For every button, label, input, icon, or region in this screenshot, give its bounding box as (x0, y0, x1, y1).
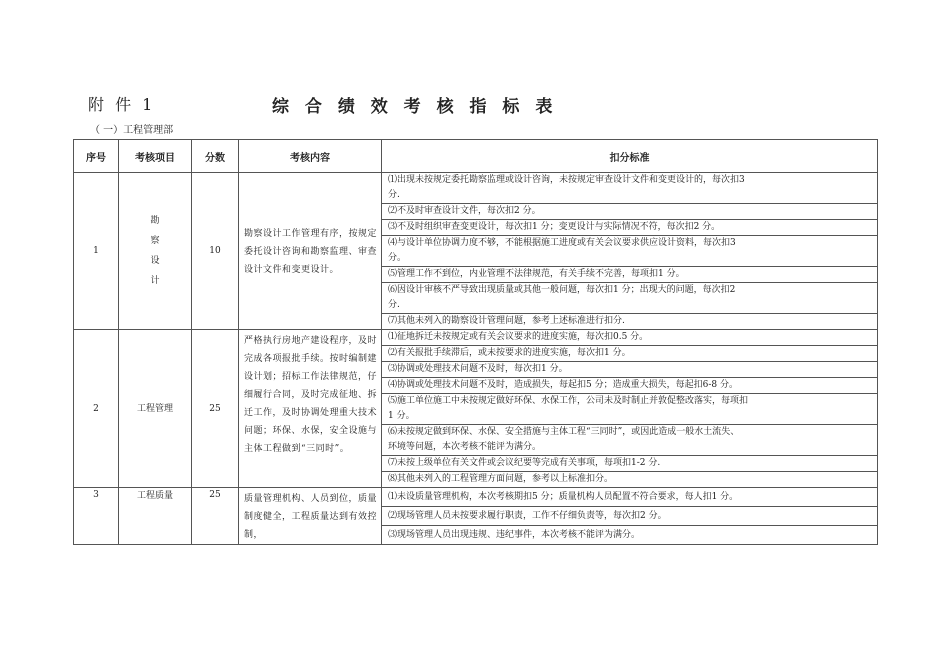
table-row (74, 173, 878, 204)
kpi-table (73, 139, 878, 545)
row-number: 1 (74, 173, 119, 330)
criteria-cell: ⑷与设计单位协调力度不够，不能根据施工进度或有关会议要求供应设计资料，每次扣3 分。 (382, 236, 878, 267)
criteria-cell: ⑵有关报批手续滞后，或未按要求的进度实施，每次扣1 分。 (382, 346, 878, 362)
row-item: 工程管理 (119, 330, 192, 488)
attachment-label: 附 件 1 (88, 95, 156, 114)
row-content: 严格执行房地产建设程序，及时完成各项报批手续。按时编制建设计划；招标工作法律规范，仔细履行合同，及时完成征地、拆迁工作，及时协调处理重大技术问题；环保、水保，安全设施与主体工程做到“三同时”。 (239, 330, 382, 488)
row-score: 10 (192, 173, 239, 330)
table-header-row (74, 140, 878, 173)
criteria-cell: ⑵现场管理人员未按要求履行职责，工作不仔细负责等，每次扣2 分。 (382, 507, 878, 526)
criteria-cell: ⑶协调或处理技术问题不及时，每次扣1 分。 (382, 362, 878, 378)
row-content: 质量管理机构、人员到位，质量制度健全，工程质量达到有效控制， (239, 488, 382, 545)
col-header-criteria: 扣分标准 (382, 140, 878, 173)
row-item: 勘 察 设 计 (119, 173, 192, 330)
table-row (74, 488, 878, 507)
col-header-content: 考核内容 (239, 140, 382, 173)
criteria-cell: ⑹因设计审核不严导致出现质量或其他一般问题，每次扣1 分；出现大的问题，每次扣2 分. (382, 283, 878, 314)
row-content: 勘察设计工作管理有序，按规定委托设计咨询和勘察监理、审查设计文件和变更设计。 (239, 173, 382, 330)
row-item: 工程质量 (119, 488, 192, 545)
criteria-cell: ⑶不及时组织审查变更设计，每次扣1 分；变更设计与实际情况不符，每次扣2 分。 (382, 220, 878, 236)
col-header-score: 分数 (192, 140, 239, 173)
criteria-cell: ⑷协调或处理技术问题不及时，造成损失，每起扣5 分；造成重大损失，每起扣6-8 分。 (382, 378, 878, 394)
criteria-cell: ⑵不及时审查设计文件，每次扣2 分。 (382, 204, 878, 220)
page-title: 综 合 绩 效 考 核 指 标 表 (272, 97, 558, 117)
criteria-cell: ⑸施工单位施工中未按规定做好环保、水保工作，公司未及时制止并敦促整改落实，每项扣 1 分。 (382, 394, 878, 425)
col-header-no: 序号 (74, 140, 119, 173)
table-row (74, 330, 878, 346)
criteria-cell: ⑺其他未列入的勘察设计管理问题，参考上述标准进行扣分. (382, 314, 878, 330)
row-score: 25 (192, 488, 239, 545)
row-score: 25 (192, 330, 239, 488)
row-number: 3 (74, 488, 119, 545)
row-number: 2 (74, 330, 119, 488)
criteria-cell: ⑹未按规定做到环保、水保、安全措施与主体工程“三同时”，或因此造成一般水土流失、 环境等问题，本次考核不能评为满分。 (382, 425, 878, 456)
criteria-cell: ⑴征地拆迁未按规定或有关会议要求的进度实施，每次扣0.5 分。 (382, 330, 878, 346)
criteria-cell: ⑴出现未按规定委托勘察监理或设计咨询，未按规定审查设计文件和变更设计的，每次扣3 分. (382, 173, 878, 204)
criteria-cell: ⑺未按上级单位有关文件或会议纪要等完成有关事项，每项扣1-2 分. (382, 456, 878, 472)
criteria-cell: ⑻其他未列入的工程管理方面问题，参考以上标准扣分。 (382, 472, 878, 488)
criteria-cell: ⑴未设质量管理机构，本次考核期扣5 分；质量机构人员配置不符合要求，每人扣1 分。 (382, 488, 878, 507)
section-label: （ 一）工程管理部 (90, 125, 174, 136)
criteria-cell: ⑶现场管理人员出现违规、违纪事件，本次考核不能评为满分。 (382, 526, 878, 545)
criteria-cell: ⑸管理工作不到位，内业管理不法律规范，有关手续不完善，每项扣1 分。 (382, 267, 878, 283)
col-header-item: 考核项目 (119, 140, 192, 173)
